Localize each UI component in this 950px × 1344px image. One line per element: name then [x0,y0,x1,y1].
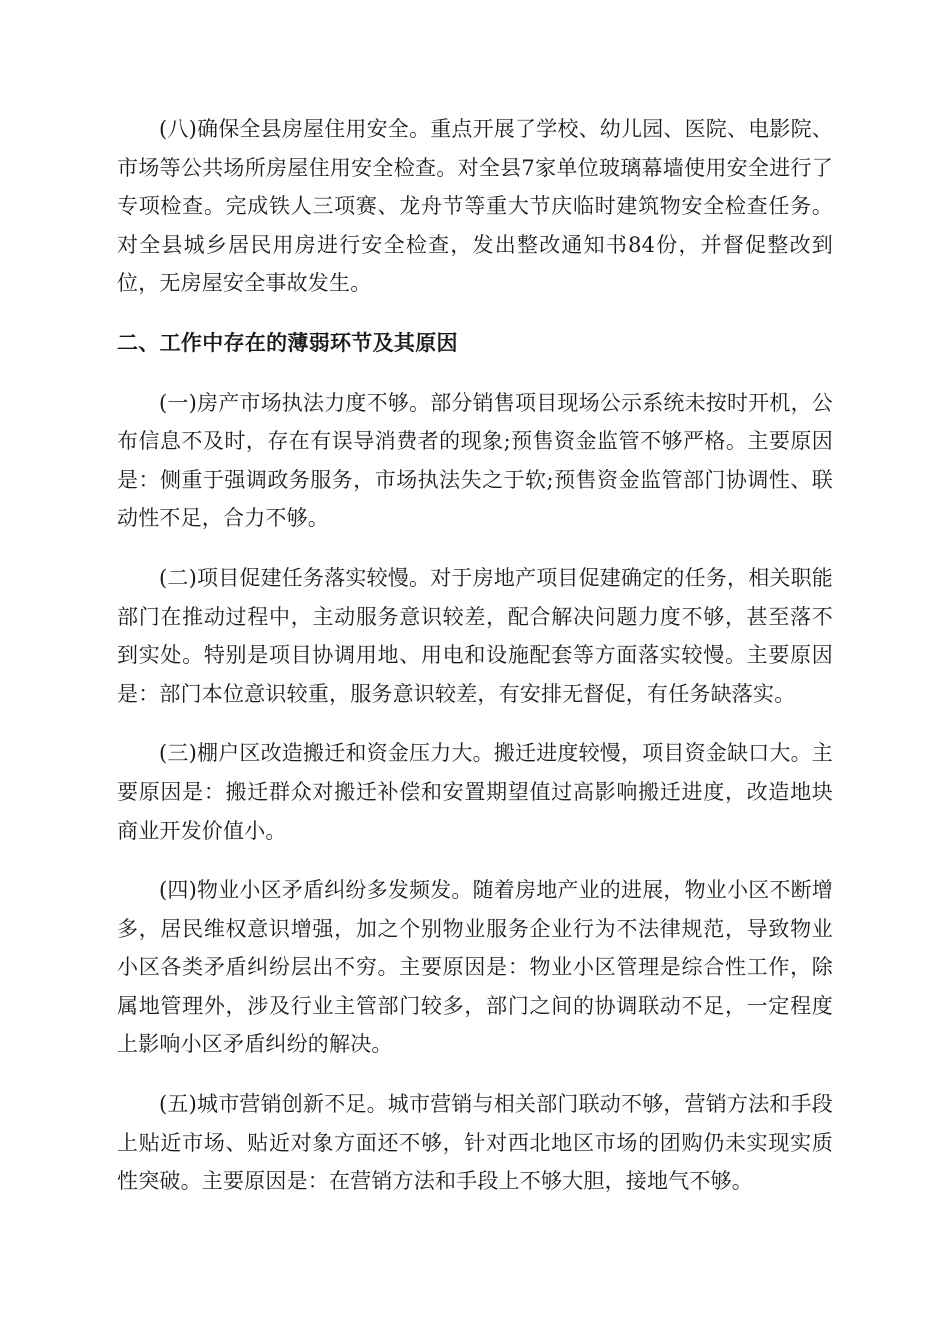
paragraph-market-enforcement: (一)房产市场执法力度不够。部分销售项目现场公示系统未按时开机，公布信息不及时，存在有误导消费者的现象;预售资金监管不够严格。主要原因是：侧重于强调政务服务，市场执法失之于软;预售资金监管部门协调性、联动性不足，合力不够。 [117,390,833,531]
document-body [117,110,833,1222]
paragraph-project-construction: (二)项目促建任务落实较慢。对于房地产项目促建确定的任务，相关职能部门在推动过程中，主动服务意识较差，配合解决问题力度不够，甚至落不到实处。特别是项目协调用地、用电和设施配套等方面落实较慢。主要原因是：部门本位意识较重，服务意识较差，有安排无督促，有任务缺落实。 [117,565,833,706]
paragraph-safety-inspection: (八)确保全县房屋住用安全。重点开展了学校、幼儿园、医院、电影院、市场等公共场所房屋住用安全检查。对全县7家单位玻璃幕墙使用安全进行了专项检查。完成铁人三项赛、龙舟节等重大节庆临时建筑物安全检查任务。对全县城乡居民用房进行安全检查，发出整改通知书84份，并督促整改到位，无房屋安全事故发生。 [117,117,833,296]
paragraph-shantytown-renovation: (三)棚户区改造搬迁和资金压力大。搬迁进度较慢，项目资金缺口大。主要原因是：搬迁群众对搬迁补偿和安置期望值过高影响搬迁进度，改造地块商业开发价值小。 [117,741,833,843]
paragraph-city-marketing: (五)城市营销创新不足。城市营销与相关部门联动不够，营销方法和手段上贴近市场、贴近对象方面还不够，针对西北地区市场的团购仍未实现实质性突破。主要原因是：在营销方法和手段上不够大胆，接地气不够。 [117,1092,833,1194]
section-heading-weaknesses: 二、工作中存在的薄弱环节及其原因 [117,330,458,355]
paragraph-property-disputes: (四)物业小区矛盾纠纷多发频发。随着房地产业的进展，物业小区不断增多，居民维权意识增强，加之个别物业服务企业行为不法律规范，导致物业小区各类矛盾纠纷层出不穷。主要原因是：物业小区管理是综合性工作，除属地管理外，涉及行业主管部门较多，部门之间的协调联动不足，一定程度上影响小区矛盾纠纷的解决。 [117,878,833,1057]
